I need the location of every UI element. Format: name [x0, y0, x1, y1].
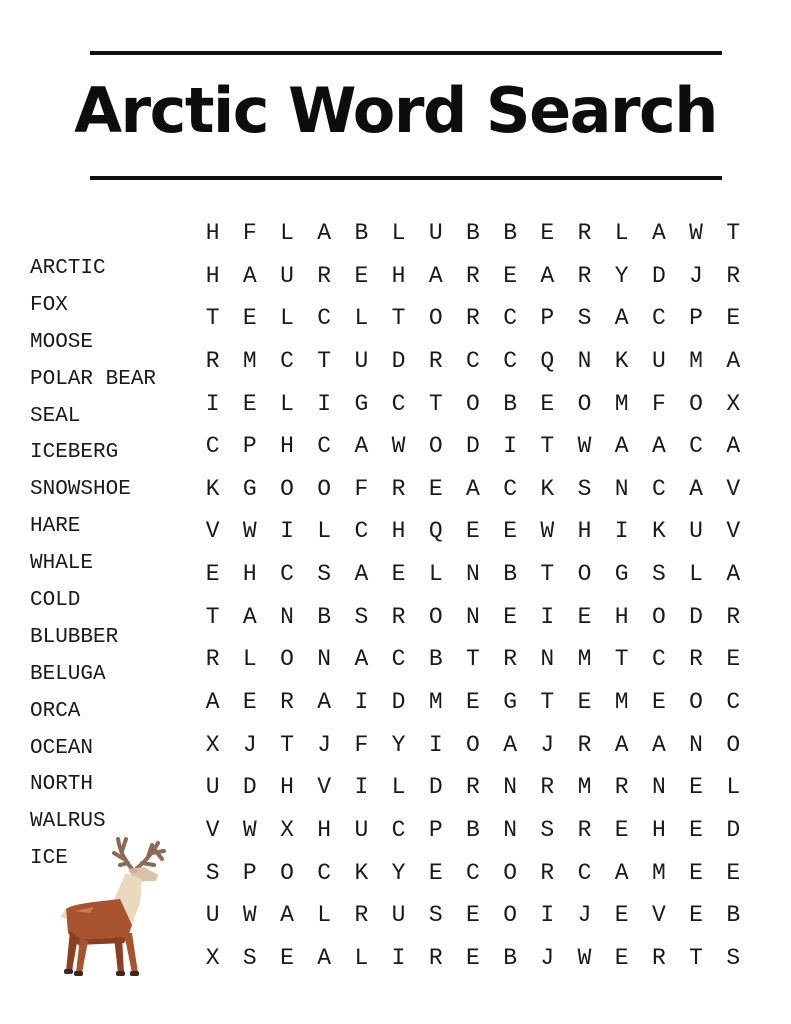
- grid-cell[interactable]: N: [503, 774, 517, 801]
- grid-cell[interactable]: C: [726, 689, 741, 716]
- grid-cell[interactable]: R: [205, 347, 220, 374]
- grid-cell[interactable]: L: [354, 305, 369, 332]
- grid-cell[interactable]: T: [205, 305, 220, 332]
- grid-cell[interactable]: A: [317, 220, 332, 246]
- grid-cell[interactable]: J: [689, 262, 703, 289]
- grid-cell[interactable]: D: [726, 816, 741, 843]
- grid-cell[interactable]: I: [614, 518, 629, 545]
- grid-cell[interactable]: T: [391, 305, 406, 332]
- page-title: Arctic Word Search: [74, 74, 717, 147]
- grid-cell[interactable]: R: [391, 475, 406, 502]
- grid-cell[interactable]: V: [205, 518, 220, 545]
- grid-cell[interactable]: H: [280, 433, 294, 460]
- grid-cell[interactable]: R: [317, 262, 332, 289]
- grid-cell[interactable]: N: [466, 603, 480, 630]
- grid-cell[interactable]: T: [205, 603, 220, 630]
- grid-cell[interactable]: A: [242, 262, 257, 289]
- grid-cell[interactable]: P: [540, 305, 555, 332]
- grid-cell[interactable]: A: [651, 731, 666, 758]
- grid-cell[interactable]: I: [317, 390, 332, 417]
- grid-cell[interactable]: D: [391, 689, 406, 716]
- grid-cell[interactable]: H: [205, 220, 220, 246]
- grid-cell[interactable]: E: [503, 603, 517, 630]
- grid-cell[interactable]: I: [540, 902, 555, 929]
- word-list-item: NORTH: [30, 773, 94, 797]
- grid-cell[interactable]: C: [466, 859, 480, 886]
- grid-cell[interactable]: L: [280, 305, 294, 332]
- grid-cell[interactable]: I: [354, 774, 369, 801]
- grid-cell[interactable]: E: [242, 689, 257, 716]
- grid-cell[interactable]: M: [689, 347, 703, 374]
- word-list-item: ICEBERG: [30, 441, 119, 465]
- grid-cell[interactable]: N: [577, 347, 592, 374]
- grid-cell[interactable]: F: [354, 731, 369, 758]
- grid-cell[interactable]: Y: [391, 731, 406, 758]
- title-top-rule: [90, 51, 722, 55]
- grid-cell[interactable]: B: [466, 816, 480, 843]
- reindeer-icon: [54, 833, 174, 979]
- grid-cell[interactable]: R: [391, 603, 406, 630]
- grid-cell[interactable]: E: [689, 902, 703, 929]
- grid-cell[interactable]: C: [205, 433, 220, 460]
- grid-cell[interactable]: C: [317, 305, 332, 332]
- grid-cell[interactable]: V: [317, 774, 332, 801]
- grid-cell[interactable]: B: [428, 646, 443, 673]
- grid-cell[interactable]: S: [577, 475, 592, 502]
- grid-cell[interactable]: M: [614, 390, 629, 417]
- grid-cell[interactable]: B: [317, 603, 332, 630]
- grid-cell[interactable]: R: [280, 689, 294, 716]
- grid-cell[interactable]: D: [391, 347, 406, 374]
- grid-cell[interactable]: I: [428, 731, 443, 758]
- grid-cell[interactable]: C: [391, 646, 406, 673]
- grid-cell[interactable]: T: [540, 561, 555, 588]
- grid-cell[interactable]: H: [391, 262, 406, 289]
- grid-cell[interactable]: B: [503, 944, 517, 971]
- grid-cell[interactable]: O: [503, 902, 517, 929]
- grid-cell[interactable]: E: [726, 305, 741, 332]
- grid-cell[interactable]: T: [689, 944, 703, 971]
- grid-cell[interactable]: M: [428, 689, 443, 716]
- grid-cell[interactable]: P: [689, 305, 703, 332]
- grid-cell[interactable]: U: [205, 774, 220, 801]
- word-list-item: WALRUS: [30, 810, 106, 834]
- grid-cell[interactable]: E: [614, 816, 629, 843]
- title-bottom-rule: [90, 176, 722, 180]
- grid-cell[interactable]: L: [317, 902, 332, 929]
- grid-cell[interactable]: T: [540, 689, 555, 716]
- grid-cell[interactable]: E: [540, 220, 555, 246]
- grid-cell[interactable]: A: [614, 305, 629, 332]
- grid-cell[interactable]: R: [540, 859, 555, 886]
- grid-cell[interactable]: L: [428, 561, 443, 588]
- grid-cell[interactable]: E: [428, 859, 443, 886]
- grid-cell[interactable]: R: [577, 731, 592, 758]
- grid-cell[interactable]: S: [317, 561, 332, 588]
- grid-cell[interactable]: H: [391, 518, 406, 545]
- grid-cell[interactable]: U: [689, 518, 703, 545]
- grid-cell[interactable]: W: [242, 902, 257, 929]
- grid-cell[interactable]: O: [689, 390, 703, 417]
- grid-cell[interactable]: C: [280, 347, 294, 374]
- grid-cell[interactable]: L: [280, 390, 294, 417]
- grid-cell[interactable]: R: [205, 646, 220, 673]
- grid-cell[interactable]: H: [651, 816, 666, 843]
- grid-cell[interactable]: P: [242, 859, 257, 886]
- grid-cell[interactable]: W: [577, 433, 592, 460]
- grid-cell[interactable]: E: [577, 603, 592, 630]
- grid-cell[interactable]: C: [577, 859, 592, 886]
- grid-cell[interactable]: S: [651, 561, 666, 588]
- grid-cell[interactable]: L: [354, 944, 369, 971]
- grid-cell[interactable]: C: [651, 305, 666, 332]
- grid-cell[interactable]: A: [503, 731, 517, 758]
- grid-cell[interactable]: B: [466, 220, 480, 246]
- grid-cell[interactable]: M: [242, 347, 257, 374]
- grid-cell[interactable]: V: [726, 475, 741, 502]
- grid-cell[interactable]: S: [354, 603, 369, 630]
- grid-cell[interactable]: N: [466, 561, 480, 588]
- grid-cell[interactable]: C: [354, 518, 369, 545]
- grid-cell[interactable]: C: [689, 433, 703, 460]
- word-list-item: ICE: [30, 847, 68, 871]
- word-list-item: WHALE: [30, 552, 94, 576]
- grid-cell[interactable]: E: [726, 646, 741, 673]
- grid-cell[interactable]: S: [726, 944, 741, 971]
- grid-cell[interactable]: A: [280, 902, 294, 929]
- grid-cell[interactable]: G: [503, 689, 517, 716]
- grid-cell[interactable]: M: [614, 689, 629, 716]
- grid-cell[interactable]: O: [428, 433, 443, 460]
- grid-cell[interactable]: A: [354, 433, 369, 460]
- grid-cell[interactable]: Q: [540, 347, 555, 374]
- grid-cell[interactable]: E: [614, 944, 629, 971]
- grid-cell[interactable]: D: [466, 433, 480, 460]
- grid-cell[interactable]: I: [280, 518, 294, 545]
- grid-cell[interactable]: W: [391, 433, 406, 460]
- grid-cell[interactable]: C: [503, 347, 517, 374]
- grid-cell[interactable]: A: [317, 689, 332, 716]
- grid-cell[interactable]: N: [651, 774, 666, 801]
- grid-cell[interactable]: E: [503, 262, 517, 289]
- grid-cell[interactable]: E: [689, 816, 703, 843]
- word-list-item: SNOWSHOE: [30, 478, 131, 502]
- grid-cell[interactable]: A: [726, 433, 741, 460]
- grid-cell[interactable]: R: [577, 220, 592, 246]
- grid-cell[interactable]: H: [242, 561, 257, 588]
- grid-cell[interactable]: X: [280, 816, 294, 843]
- grid-cell[interactable]: L: [280, 220, 294, 246]
- grid-cell[interactable]: O: [577, 390, 592, 417]
- grid-cell[interactable]: A: [614, 433, 629, 460]
- grid-cell[interactable]: C: [317, 433, 332, 460]
- grid-cell[interactable]: E: [280, 944, 294, 971]
- grid-cell[interactable]: E: [466, 944, 480, 971]
- grid-cell[interactable]: G: [354, 390, 369, 417]
- grid-cell[interactable]: N: [503, 816, 517, 843]
- word-list-item: HARE: [30, 515, 81, 539]
- grid-cell[interactable]: A: [651, 220, 666, 246]
- grid-cell[interactable]: I: [503, 433, 517, 460]
- grid-cell[interactable]: D: [651, 262, 666, 289]
- grid-cell[interactable]: M: [577, 774, 592, 801]
- grid-cell[interactable]: W: [242, 518, 257, 545]
- grid-cell[interactable]: R: [466, 262, 480, 289]
- grid-cell[interactable]: E: [354, 262, 369, 289]
- grid-cell[interactable]: A: [614, 731, 629, 758]
- grid-cell[interactable]: C: [317, 859, 332, 886]
- grid-cell[interactable]: L: [242, 646, 257, 673]
- grid-cell[interactable]: C: [391, 816, 406, 843]
- grid-cell[interactable]: T: [280, 731, 294, 758]
- grid-cell[interactable]: B: [354, 220, 369, 246]
- grid-cell[interactable]: U: [428, 220, 443, 246]
- grid-cell[interactable]: O: [726, 731, 741, 758]
- grid-cell[interactable]: E: [242, 390, 257, 417]
- word-list-item: FOX: [30, 293, 68, 317]
- grid-cell[interactable]: S: [205, 859, 220, 886]
- grid-cell[interactable]: R: [726, 603, 741, 630]
- grid-cell[interactable]: M: [577, 646, 592, 673]
- grid-cell[interactable]: H: [205, 262, 220, 289]
- grid-cell[interactable]: P: [428, 816, 443, 843]
- grid-cell[interactable]: E: [466, 518, 480, 545]
- grid-cell[interactable]: V: [205, 816, 220, 843]
- grid-cell[interactable]: B: [503, 390, 517, 417]
- grid-cell[interactable]: I: [205, 390, 220, 417]
- grid-cell[interactable]: A: [242, 603, 257, 630]
- grid-cell[interactable]: T: [317, 347, 332, 374]
- grid-cell[interactable]: A: [466, 475, 480, 502]
- grid-cell[interactable]: A: [354, 646, 369, 673]
- grid-cell[interactable]: T: [726, 220, 741, 246]
- grid-cell[interactable]: C: [651, 646, 666, 673]
- grid-cell[interactable]: A: [614, 859, 629, 886]
- grid-cell[interactable]: E: [614, 902, 629, 929]
- grid-cell[interactable]: E: [726, 859, 741, 886]
- grid-cell[interactable]: W: [242, 816, 257, 843]
- grid-cell[interactable]: B: [503, 220, 517, 246]
- grid-cell[interactable]: W: [577, 944, 592, 971]
- grid-cell[interactable]: U: [205, 902, 220, 929]
- grid-cell[interactable]: N: [689, 731, 703, 758]
- word-list-item: ARCTIC: [30, 257, 106, 280]
- grid-cell[interactable]: U: [280, 262, 294, 289]
- grid-cell[interactable]: A: [726, 347, 741, 374]
- grid-cell[interactable]: J: [317, 731, 332, 758]
- grid-cell[interactable]: R: [689, 646, 703, 673]
- grid-cell[interactable]: R: [503, 646, 517, 673]
- grid-cell[interactable]: L: [726, 774, 741, 801]
- grid-cell[interactable]: G: [242, 475, 257, 502]
- word-list-item: COLD: [30, 589, 81, 613]
- grid-cell[interactable]: N: [317, 646, 332, 673]
- grid-cell[interactable]: U: [354, 347, 369, 374]
- grid-cell[interactable]: N: [614, 475, 629, 502]
- grid-cell[interactable]: B: [503, 561, 517, 588]
- grid-cell[interactable]: D: [242, 774, 257, 801]
- grid-cell[interactable]: E: [428, 475, 443, 502]
- grid-cell[interactable]: V: [651, 902, 666, 929]
- grid-cell[interactable]: O: [689, 689, 703, 716]
- grid-cell[interactable]: C: [503, 475, 517, 502]
- grid-cell[interactable]: H: [280, 774, 294, 801]
- word-list: [30, 254, 156, 881]
- grid-cell[interactable]: F: [354, 475, 369, 502]
- grid-cell[interactable]: E: [466, 689, 480, 716]
- grid-cell[interactable]: A: [651, 433, 666, 460]
- grid-cell[interactable]: A: [354, 561, 369, 588]
- grid-cell[interactable]: R: [614, 774, 629, 801]
- grid-cell[interactable]: A: [689, 475, 703, 502]
- word-list-item: OCEAN: [30, 736, 94, 760]
- letter-grid: [194, 214, 752, 982]
- grid-cell[interactable]: K: [614, 347, 629, 374]
- grid-cell[interactable]: J: [242, 731, 257, 758]
- grid-cell[interactable]: H: [577, 518, 592, 545]
- grid-cell[interactable]: F: [651, 390, 666, 417]
- grid-cell[interactable]: S: [242, 944, 257, 971]
- grid-cell[interactable]: A: [428, 262, 443, 289]
- grid-cell[interactable]: O: [280, 646, 294, 673]
- grid-cell[interactable]: E: [466, 902, 480, 929]
- grid-cell[interactable]: V: [726, 518, 741, 545]
- grid-cell[interactable]: K: [354, 859, 369, 886]
- grid-cell[interactable]: O: [577, 561, 592, 588]
- grid-cell[interactable]: R: [466, 305, 480, 332]
- grid-cell[interactable]: E: [689, 859, 703, 886]
- grid-cell[interactable]: E: [503, 518, 517, 545]
- grid-cell[interactable]: S: [540, 816, 555, 843]
- grid-cell[interactable]: J: [540, 944, 555, 971]
- grid-cell[interactable]: G: [614, 561, 629, 588]
- grid-cell[interactable]: T: [614, 646, 629, 673]
- grid-cell[interactable]: H: [317, 816, 332, 843]
- grid-cell[interactable]: R: [577, 816, 592, 843]
- grid-cell[interactable]: R: [428, 347, 443, 374]
- grid-cell[interactable]: U: [651, 347, 666, 374]
- word-list-item: ORCA: [30, 699, 81, 723]
- grid-cell[interactable]: X: [726, 390, 741, 417]
- word-list-item: POLAR BEAR: [30, 367, 157, 391]
- grid-cell[interactable]: L: [391, 220, 406, 246]
- grid-cell[interactable]: R: [651, 944, 666, 971]
- grid-cell[interactable]: O: [280, 859, 294, 886]
- grid-cell[interactable]: O: [651, 603, 666, 630]
- grid-cell[interactable]: O: [428, 305, 443, 332]
- grid-cell[interactable]: U: [354, 816, 369, 843]
- grid-cell[interactable]: E: [540, 390, 555, 417]
- grid-cell[interactable]: O: [466, 731, 480, 758]
- grid-cell[interactable]: Y: [391, 859, 406, 886]
- grid-cell[interactable]: U: [391, 902, 406, 929]
- grid-cell[interactable]: R: [466, 774, 480, 801]
- grid-cell[interactable]: K: [205, 475, 220, 502]
- grid-cell[interactable]: X: [205, 731, 220, 758]
- grid-cell[interactable]: C: [391, 390, 406, 417]
- grid-cell[interactable]: N: [540, 646, 555, 673]
- grid-cell[interactable]: W: [540, 518, 555, 545]
- grid-cell[interactable]: T: [428, 390, 443, 417]
- grid-cell[interactable]: I: [354, 689, 369, 716]
- grid-cell[interactable]: E: [651, 689, 666, 716]
- grid-cell[interactable]: J: [577, 902, 592, 929]
- grid-cell[interactable]: R: [540, 774, 555, 801]
- grid-cell[interactable]: O: [317, 475, 332, 502]
- grid-cell[interactable]: K: [651, 518, 666, 545]
- grid-cell[interactable]: Q: [428, 518, 443, 545]
- grid-cell[interactable]: O: [503, 859, 517, 886]
- grid-cell[interactable]: L: [317, 518, 332, 545]
- grid-cell[interactable]: B: [726, 902, 741, 929]
- word-list-item: BELUGA: [30, 662, 106, 686]
- grid-cell[interactable]: D: [689, 603, 703, 630]
- grid-cell[interactable]: O: [428, 603, 443, 630]
- word-list-item: MOOSE: [30, 330, 94, 354]
- grid-cell[interactable]: E: [242, 305, 257, 332]
- grid-cell[interactable]: A: [205, 689, 220, 716]
- grid-cell[interactable]: K: [540, 475, 555, 502]
- grid-cell[interactable]: E: [577, 689, 592, 716]
- grid-cell[interactable]: C: [280, 561, 294, 588]
- grid-cell[interactable]: R: [428, 944, 443, 971]
- grid-cell[interactable]: E: [689, 774, 703, 801]
- grid-cell[interactable]: A: [540, 262, 555, 289]
- grid-cell[interactable]: F: [242, 220, 257, 246]
- grid-cell[interactable]: E: [205, 561, 220, 588]
- grid-cell[interactable]: W: [689, 220, 703, 246]
- grid-cell[interactable]: M: [651, 859, 666, 886]
- grid-cell[interactable]: N: [280, 603, 294, 630]
- grid-cell[interactable]: L: [391, 774, 406, 801]
- word-list-item: SEAL: [30, 404, 81, 428]
- grid-cell[interactable]: C: [651, 475, 666, 502]
- grid-cell[interactable]: R: [354, 902, 369, 929]
- grid-cell[interactable]: A: [726, 561, 741, 588]
- grid-cell[interactable]: H: [614, 603, 629, 630]
- grid-cell[interactable]: T: [466, 646, 480, 673]
- grid-cell[interactable]: S: [577, 305, 592, 332]
- grid-cell[interactable]: I: [391, 944, 406, 971]
- grid-cell[interactable]: L: [689, 561, 703, 588]
- grid-cell[interactable]: A: [317, 944, 332, 971]
- word-list-item: BLUBBER: [30, 625, 119, 649]
- grid-cell[interactable]: L: [614, 220, 629, 246]
- grid-cell[interactable]: S: [428, 902, 443, 929]
- grid-cell[interactable]: R: [726, 262, 741, 289]
- grid-cell[interactable]: T: [540, 433, 555, 460]
- grid-cell[interactable]: C: [503, 305, 517, 332]
- grid-cell[interactable]: D: [428, 774, 443, 801]
- grid-cell[interactable]: O: [280, 475, 294, 502]
- grid-cell[interactable]: Y: [614, 262, 629, 289]
- grid-cell[interactable]: E: [391, 561, 406, 588]
- grid-cell[interactable]: O: [466, 390, 480, 417]
- grid-cell[interactable]: I: [540, 603, 555, 630]
- grid-cell[interactable]: R: [577, 262, 592, 289]
- grid-cell[interactable]: C: [466, 347, 480, 374]
- grid-cell[interactable]: P: [242, 433, 257, 460]
- grid-cell[interactable]: J: [540, 731, 555, 758]
- grid-cell[interactable]: X: [205, 944, 220, 971]
